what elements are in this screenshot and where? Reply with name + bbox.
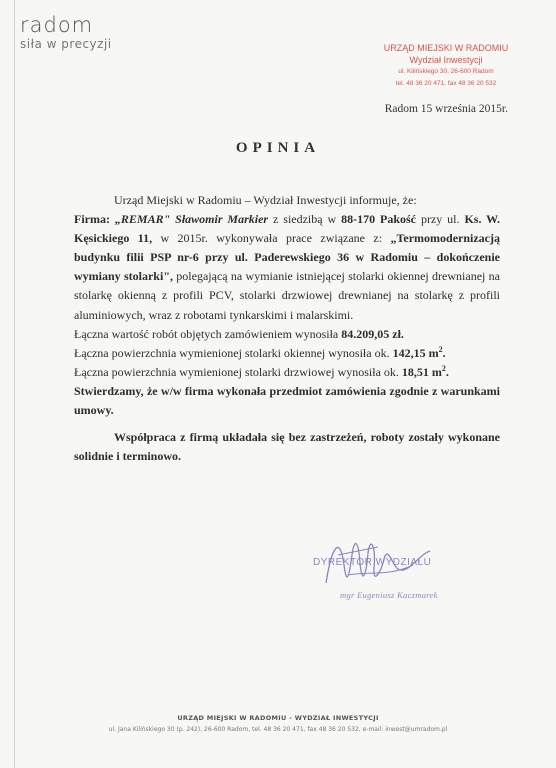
- footer-address: ul. Jana Kilińskiego 30 (p. 242), 26-600 Radom, tel. 48 36 20 471, fax 48 36 20 532, e-mail: inwest@umradom.pl: [108, 726, 448, 733]
- work-text: w 2015r. wykonywała prace związane z:: [160, 231, 383, 246]
- logo-tagline: siła w precyzji: [20, 37, 112, 51]
- przy-text: przy ul.: [420, 212, 460, 227]
- stamp-line-phone: tel. 48 36 20 471, fax 48 36 20 532: [395, 80, 497, 87]
- windows-area: 142,15 $m^2$.: [392, 344, 446, 360]
- doors-label: Łączna powierzchnia wymienionej stolarki drzwiowej wynosiła ok.: [74, 364, 399, 379]
- windows-label: Łączna powierzchnia wymienionej stolarki okiennej wynosiła ok.: [74, 345, 390, 360]
- windows-line: [74, 344, 500, 363]
- logo: [20, 14, 112, 51]
- footer-office: URZĄD MIEJSKI W RADOMIU - WYDZIAŁ INWESTYCJI: [177, 714, 379, 722]
- closing-paragraph: Współpraca z firmą układała się bez zastrzeżeń, roboty zostały wykonane solidnie i terminowo.: [74, 430, 500, 464]
- scope-text: polegającą na wymianie istniejącej stolarki okiennej drewnianej na stolarkę okienną z profili PCV, stolarki drzwiowej drewnianej na stolarkę z profili aluminiowych, wraz z robotami tynkarskimi i malarskimi.: [74, 269, 500, 322]
- street: Ks. W. Kęsickiego 11,: [74, 212, 501, 246]
- project-name: „Termomodernizacją budynku filii PSP nr-6 przy ul. Paderewskiego 36 w Radomiu – dokończenie wymiany stolarki",: [74, 231, 500, 284]
- document-title: OPINIA: [235, 140, 321, 156]
- intro-paragraph: Urząd Miejski w Radomiu – Wydział Inwestycji informuje, że:: [114, 193, 417, 207]
- windows-unit-sup: 2: [438, 344, 443, 354]
- doors-area: 18,51 $m^2$.: [401, 363, 449, 379]
- statement-paragraph: Stwierdzamy, że w/w firma wykonała przedmiot zamówienia zgodnie z warunkami umowy.: [74, 383, 500, 418]
- firma-label: Firma:: [74, 212, 110, 227]
- value-amount: 84.209,05 zł.: [341, 326, 404, 341]
- doors-unit-sup: 2: [441, 363, 446, 373]
- stamp-line-department: Wydział Inwestycji: [409, 55, 483, 65]
- document-date: Radom 15 września 2015r.: [384, 103, 508, 115]
- value-line: [74, 325, 500, 344]
- footer: [0, 714, 556, 733]
- company-paragraph: [74, 210, 500, 325]
- document-body: [74, 191, 500, 466]
- seat-value: 88-170 Pakość: [341, 212, 417, 227]
- doors-line: [74, 363, 500, 382]
- doors-area-value: 18,51 m: [401, 364, 442, 379]
- logo-wordmark: radom: [20, 13, 94, 37]
- stamp-line-office: URZĄD MIEJSKI W RADOMIU: [383, 43, 509, 53]
- office-stamp: [376, 42, 516, 90]
- spacer: [74, 420, 500, 428]
- value-label: Łączna wartość robót objętych zamówieniem wynosiła: [74, 326, 339, 341]
- seat-text: z siedzibą w: [273, 212, 337, 227]
- signature-stamp-title: DYREKTOR WYDZIAŁU: [313, 557, 432, 568]
- signatory-name: mgr Eugeniusz Kaczmarek: [340, 590, 438, 600]
- firma-name: „REMAR" Sławomir Markier: [114, 212, 269, 227]
- page-edge: [14, 0, 15, 768]
- windows-area-value: 142,15 m: [392, 345, 439, 360]
- stamp-line-address: ul. Kilińskiego 30, 26-600 Radom: [398, 68, 494, 75]
